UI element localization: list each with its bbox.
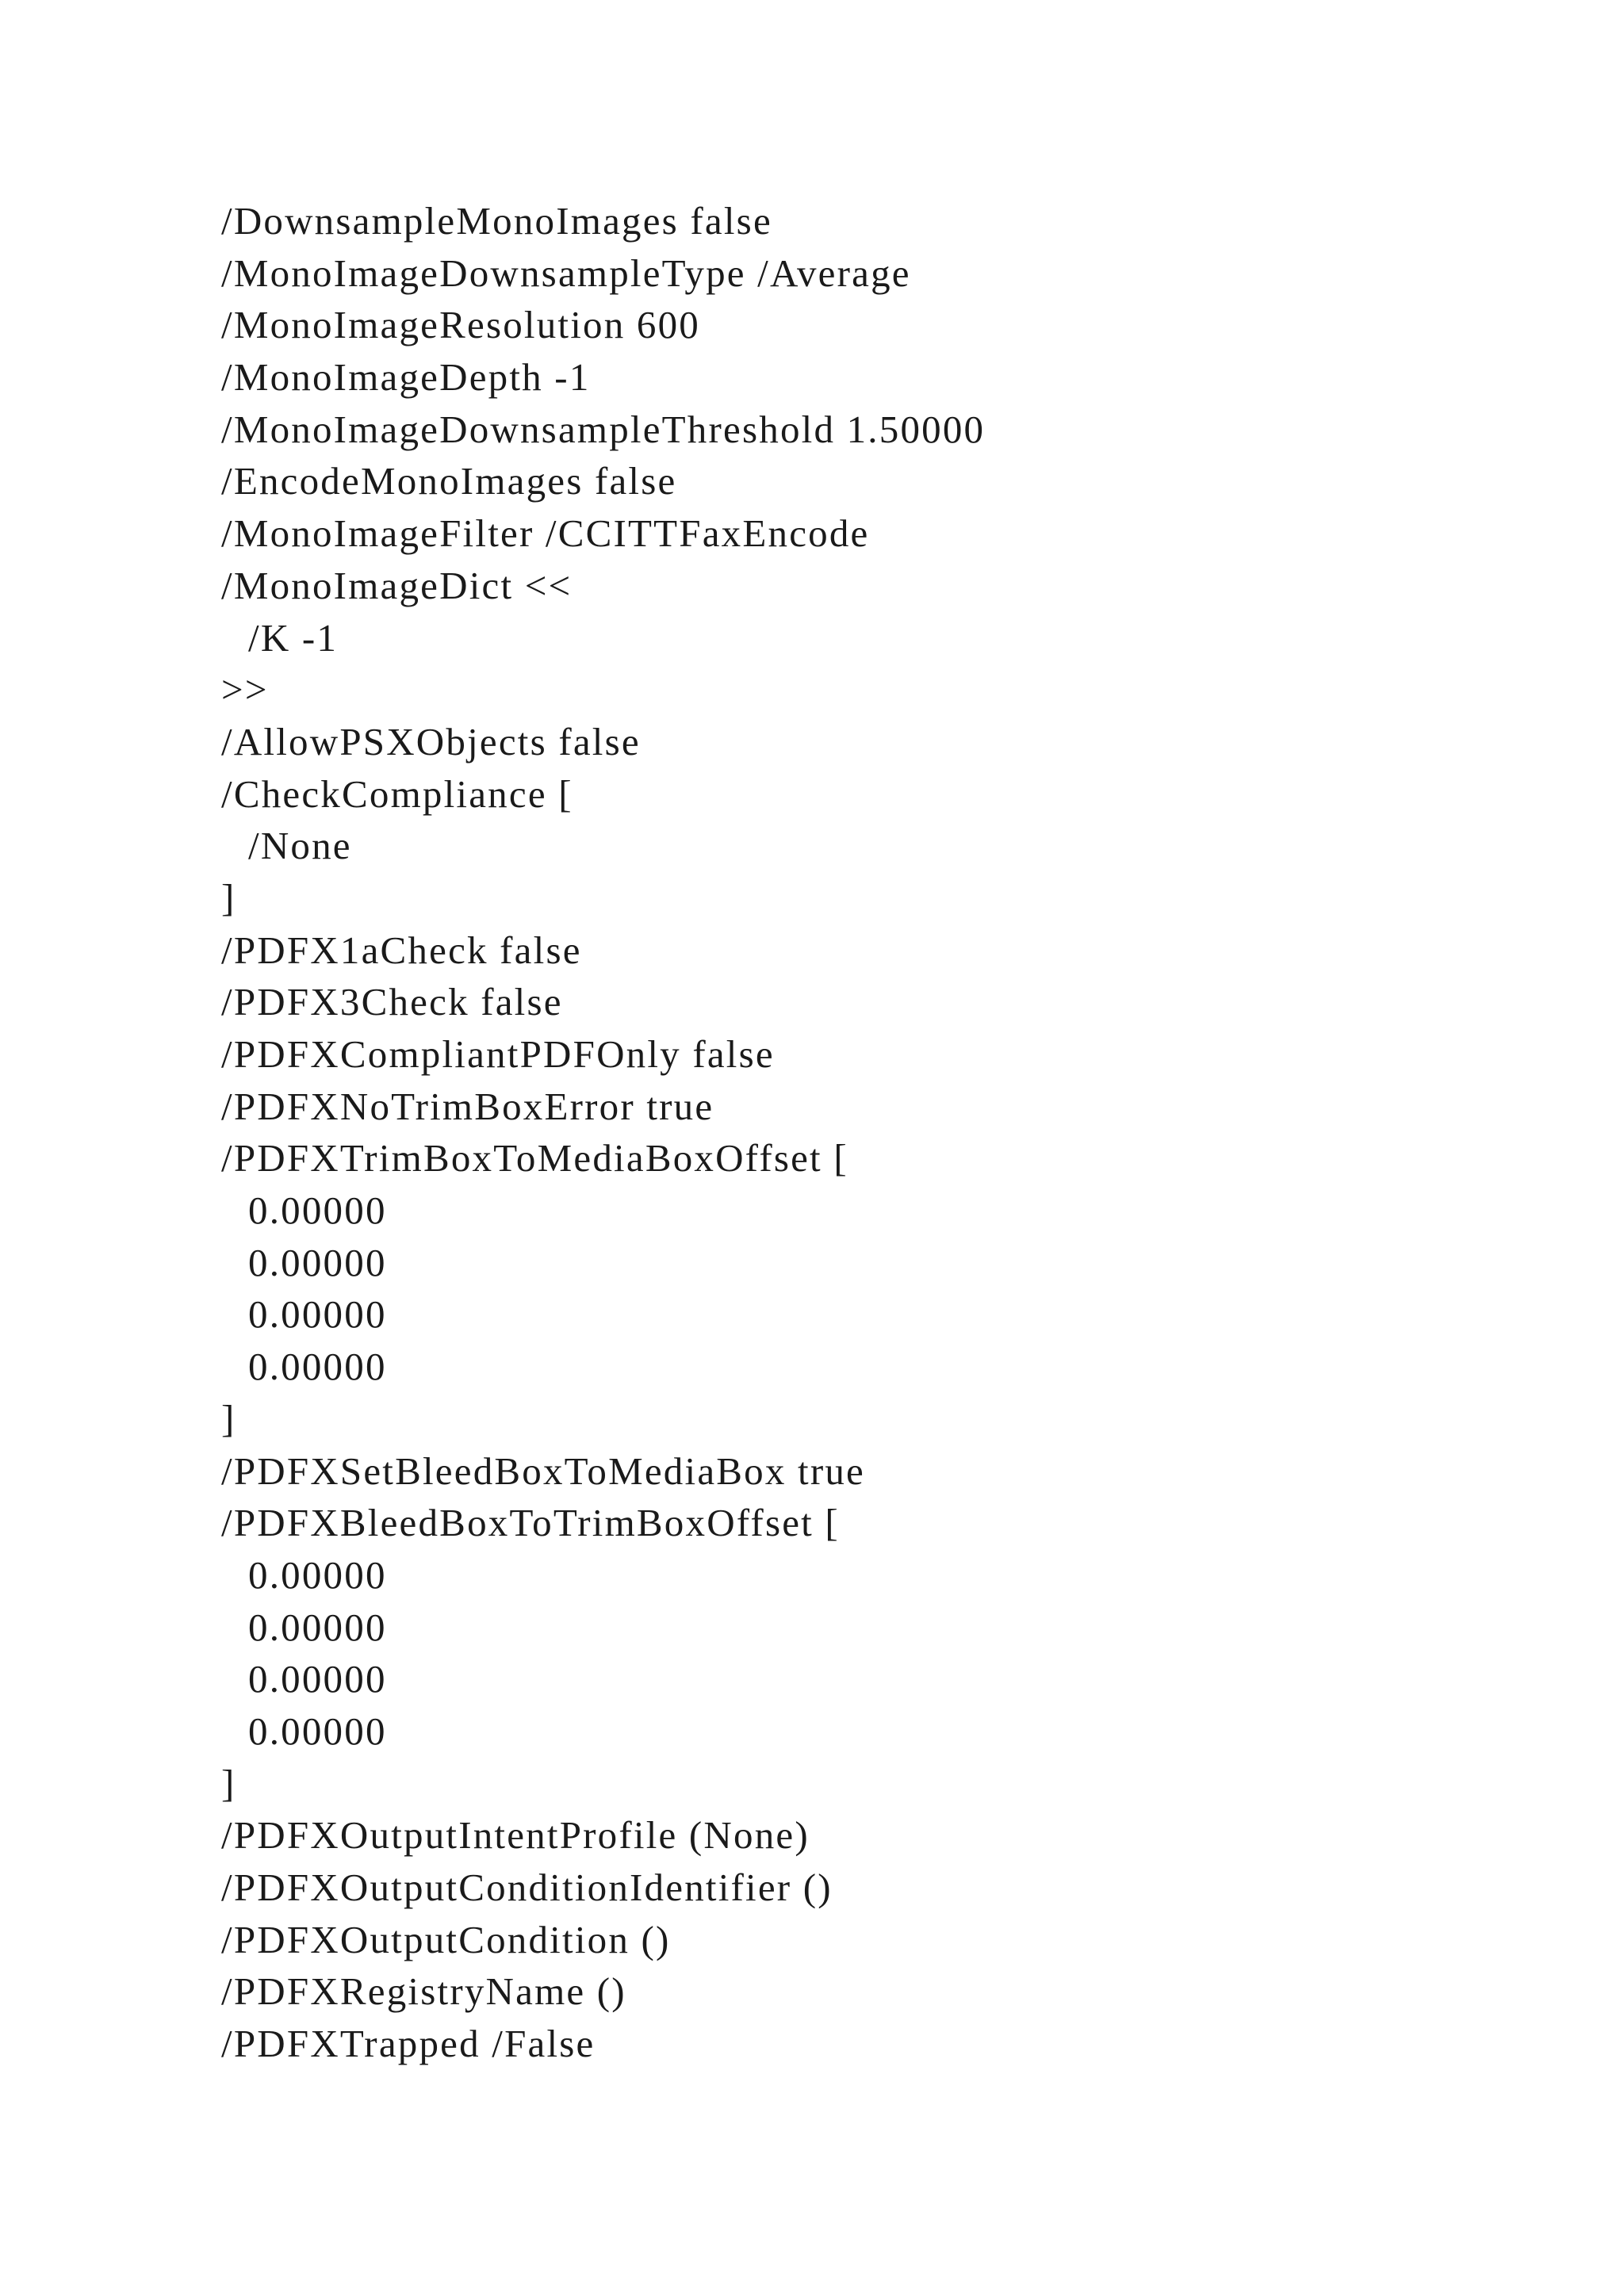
code-line: /None: [248, 824, 352, 868]
code-line: /PDFXOutputCondition (): [221, 1917, 671, 1961]
code-line: /MonoImageDownsampleType /Average: [221, 251, 911, 295]
code-line: /AllowPSXObjects false: [221, 719, 641, 763]
code-line: /PDFXCompliantPDFOnly false: [221, 1032, 775, 1076]
code-line: /PDFX1aCheck false: [221, 928, 582, 972]
code-line: ]: [221, 875, 236, 920]
code-line: ]: [221, 1396, 236, 1441]
code-listing: [221, 195, 985, 2070]
code-line: ]: [221, 1761, 236, 1805]
code-line: /PDFXOutputConditionIdentifier (): [221, 1866, 833, 1909]
code-line: 0.00000: [248, 1552, 387, 1597]
code-line: /MonoImageDownsampleThreshold 1.50000: [221, 407, 986, 451]
code-line: /PDFX3Check false: [221, 980, 563, 1024]
code-line: 0.00000: [248, 1709, 387, 1753]
code-line: /PDFXNoTrimBoxError true: [221, 1084, 714, 1128]
code-line: /CheckCompliance [: [221, 771, 573, 816]
code-line: 0.00000: [248, 1292, 387, 1337]
code-line: /PDFXBleedBoxToTrimBoxOffset [: [221, 1501, 840, 1545]
code-line: /PDFXSetBleedBoxToMediaBox true: [221, 1448, 865, 1493]
code-line: /K -1: [248, 615, 339, 660]
code-line: /MonoImageFilter /CCITTFaxEncode: [221, 511, 870, 556]
code-line: /MonoImageDepth -1: [221, 355, 591, 400]
code-line: 0.00000: [248, 1605, 387, 1649]
code-line: /PDFXRegistryName (): [221, 1969, 626, 2014]
code-line: /MonoImageResolution 600: [221, 303, 701, 347]
code-line: /PDFXTrimBoxToMediaBoxOffset [: [221, 1136, 848, 1181]
code-line: /DownsampleMonoImages false: [221, 199, 772, 243]
code-line: >>: [221, 668, 269, 712]
code-line: /PDFXTrapped /False: [221, 2022, 596, 2066]
code-line: 0.00000: [248, 1240, 387, 1284]
code-line: /PDFXOutputIntentProfile (None): [221, 1813, 810, 1858]
code-line: 0.00000: [248, 1188, 387, 1233]
code-line: /EncodeMonoImages false: [221, 459, 677, 503]
code-line: 0.00000: [248, 1345, 387, 1389]
code-line: /MonoImageDict <<: [221, 563, 573, 607]
code-line: 0.00000: [248, 1657, 387, 1701]
